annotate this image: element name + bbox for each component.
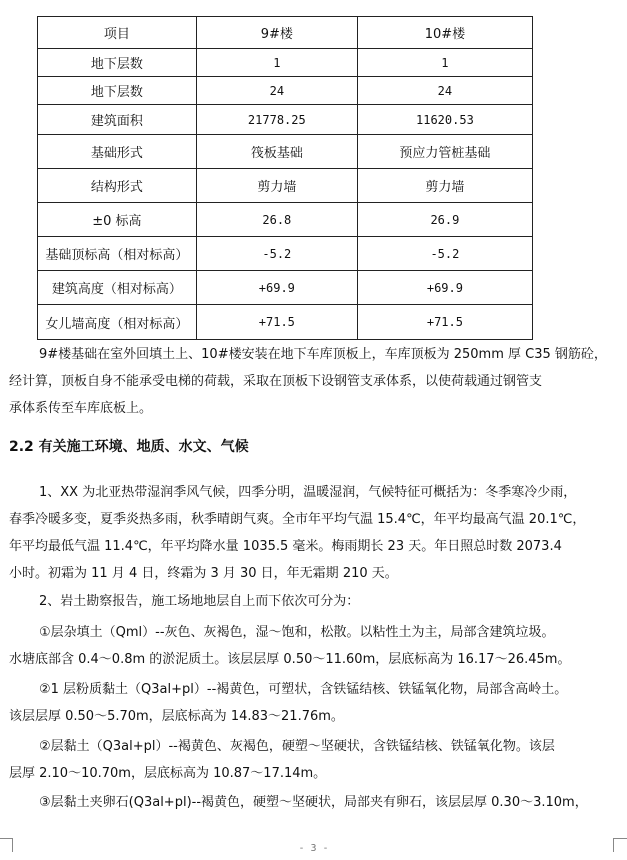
table-cell: 基础形式 (38, 135, 197, 169)
table-cell: 女儿墙高度（相对标高） (38, 305, 197, 340)
table-cell: 9#楼 (196, 17, 357, 49)
table-cell: 26.8 (196, 203, 357, 237)
crop-mark (613, 838, 627, 839)
page-number: - 3 - (298, 843, 329, 854)
table-row (38, 105, 533, 135)
paragraph-line: 春季冷暖多变，夏季炎热多雨，秋季晴朗气爽。全市年平均气温 15.4℃，年平均最高气温 20.1℃， (9, 512, 586, 527)
table-cell: 10#楼 (357, 17, 532, 49)
building-spec-table (37, 16, 533, 340)
section-heading: 2.2 有关施工环境、地质、水文、气候 (9, 439, 249, 455)
paragraph-line: 水塘底部含 0.4～0.8m 的淤泥质土。该层层厚 0.50～11.60m，层底标高为 16.17～26.45m。 (9, 652, 571, 667)
table-cell: -5.2 (196, 237, 357, 271)
table-cell: +69.9 (357, 271, 532, 305)
table-row (38, 17, 533, 49)
table-cell: 1 (196, 49, 357, 77)
table-cell: 1 (357, 49, 532, 77)
paragraph-line: ①层杂填土（Qml）--灰色、灰褐色，湿～饱和，松散。以粘性土为主，局部含建筑垃圾。 (39, 625, 555, 640)
table-cell: 地下层数 (38, 77, 197, 105)
paragraph-line: 9#楼基础在室外回填土上、10#楼安装在地下车库顶板上，车库顶板为 250mm 厚 C35 钢筋砼， (39, 347, 607, 362)
table-cell: 24 (196, 77, 357, 105)
table-cell: 24 (357, 77, 532, 105)
table-cell: 地下层数 (38, 49, 197, 77)
paragraph-line: 承体系传至车库底板上。 (9, 401, 153, 416)
table-cell: 基础顶标高（相对标高） (38, 237, 197, 271)
table-row (38, 135, 533, 169)
table-cell: 建筑面积 (38, 105, 197, 135)
table-cell: 26.9 (357, 203, 532, 237)
table-cell: +69.9 (196, 271, 357, 305)
table-row (38, 49, 533, 77)
table-cell: +71.5 (357, 305, 532, 340)
paragraph-line: ②层黏土（Q3al+pl）--褐黄色、灰褐色，硬塑～坚硬状，含铁锰结核、铁锰氧化物。该层 (39, 739, 555, 754)
paragraph-line: ③层黏土夹卵石(Q3al+pl)--褐黄色，硬塑～坚硬状，局部夹有卵石，该层层厚 0.30～3.10m， (39, 795, 588, 810)
table-cell: 项目 (38, 17, 197, 49)
table-cell: 11620.53 (357, 105, 532, 135)
table-row (38, 271, 533, 305)
table-row (38, 203, 533, 237)
paragraph-line: 1、XX 为北亚热带湿润季风气候，四季分明，温暖湿润，气候特征可概括为：冬季寒冷少雨， (39, 485, 577, 500)
table-row (38, 305, 533, 340)
table-cell: 预应力管桩基础 (357, 135, 532, 169)
paragraph-line: ②1 层粉质黏土（Q3al+pl）--褐黄色，可塑状，含铁锰结核、铁锰氧化物，局部含高岭土。 (39, 682, 568, 697)
table-cell: 结构形式 (38, 169, 197, 203)
paragraph-line: 2、岩土勘察报告，施工场地地层自上而下依次可分为： (39, 594, 360, 609)
table-cell: -5.2 (357, 237, 532, 271)
table-row (38, 77, 533, 105)
paragraph-line: 经计算，顶板自身不能承受电梯的荷载，采取在顶板下设钢管支承体系，以使荷载通过钢管支 (9, 374, 543, 389)
table-row (38, 237, 533, 271)
paragraph-line: 小时。初霜为 11 月 4 日，终霜为 3 月 30 日，年无霜期 210 天。 (9, 566, 398, 581)
paragraph-line: 层厚 2.10～10.70m，层底标高为 10.87～17.14m。 (9, 766, 327, 781)
table-cell: 剪力墙 (357, 169, 532, 203)
table-row (38, 169, 533, 203)
paragraph-line: 该层层厚 0.50～5.70m，层底标高为 14.83～21.76m。 (9, 709, 344, 724)
table-cell: 21778.25 (196, 105, 357, 135)
table-cell: +71.5 (196, 305, 357, 340)
table-cell: 剪力墙 (196, 169, 357, 203)
table-cell: 筏板基础 (196, 135, 357, 169)
table-cell: ±0 标高 (38, 203, 197, 237)
paragraph-line: 年平均最低气温 11.4℃，年平均降水量 1035.5 毫米。梅雨期长 23 天。年日照总时数 2073.4 (9, 539, 562, 554)
crop-mark (0, 838, 13, 839)
table-cell: 建筑高度（相对标高） (38, 271, 197, 305)
